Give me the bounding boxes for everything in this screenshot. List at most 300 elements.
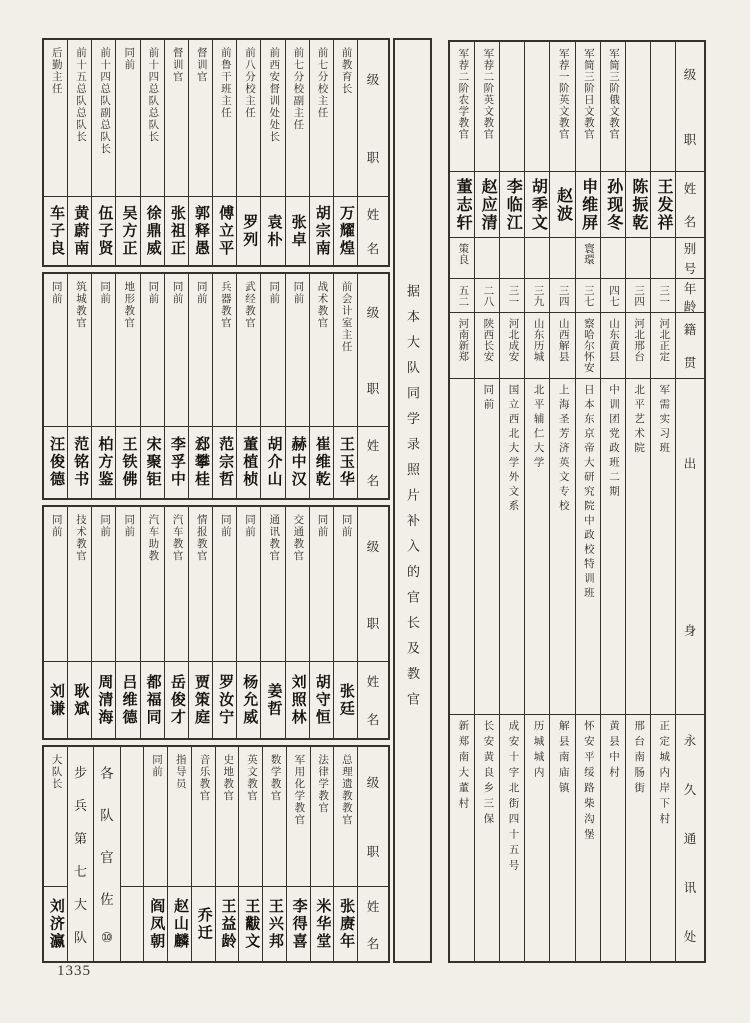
cell-native_place bbox=[576, 313, 600, 379]
cell-rank bbox=[475, 42, 499, 172]
roster-column bbox=[116, 40, 140, 265]
header-cell-age bbox=[676, 279, 704, 313]
rank-cell bbox=[213, 274, 236, 427]
rank-cell bbox=[44, 40, 67, 197]
cell-name bbox=[525, 172, 549, 238]
rank-text: 军荐二阶英文教官 bbox=[482, 48, 494, 140]
cell-rank bbox=[651, 42, 675, 172]
cell-rank bbox=[525, 42, 549, 172]
cell-age bbox=[450, 279, 474, 313]
roster-column bbox=[92, 274, 116, 498]
name-text: 赫中汉 bbox=[289, 436, 306, 489]
age-text: 三一 bbox=[507, 284, 519, 307]
address-text: 邢台南肠街 bbox=[633, 720, 645, 798]
char: 籍 bbox=[683, 323, 697, 338]
rank-cell bbox=[286, 507, 309, 662]
cell-background bbox=[576, 379, 600, 715]
char: 各 bbox=[100, 766, 114, 781]
roster-column bbox=[141, 274, 165, 498]
char: 队 bbox=[100, 808, 114, 823]
address-text: 新郑南大董村 bbox=[457, 720, 469, 813]
rank-text: 战术教官 bbox=[316, 281, 328, 329]
name-text: 郄攀桂 bbox=[192, 436, 209, 489]
name-cell bbox=[165, 197, 188, 265]
cell-name bbox=[500, 172, 524, 238]
name-cell bbox=[92, 662, 115, 738]
rank-text: 前七分校副主任 bbox=[292, 47, 304, 131]
name-text: 米华堂 bbox=[314, 897, 331, 951]
name-text: 贾策庭 bbox=[192, 673, 209, 727]
band-header-column bbox=[358, 40, 388, 265]
rank-cell bbox=[286, 40, 309, 197]
rank-text: 同前 bbox=[50, 514, 62, 538]
name-text: 刘济瀛 bbox=[47, 897, 64, 951]
cell-background bbox=[500, 379, 524, 715]
rank-text: 数学教官 bbox=[269, 754, 281, 802]
address-text: 黄县中村 bbox=[607, 720, 619, 782]
rank-text: 技术教官 bbox=[74, 514, 86, 562]
char: 讯 bbox=[683, 881, 697, 896]
name-text: 张祖正 bbox=[168, 204, 185, 258]
name-text: 申维屏 bbox=[579, 177, 597, 232]
roster-column bbox=[261, 40, 285, 265]
name-text: 车子良 bbox=[48, 204, 65, 258]
name-cell bbox=[44, 427, 67, 498]
cell-native_place bbox=[525, 313, 549, 379]
char: 处 bbox=[683, 930, 697, 945]
rank-text: 通讯教官 bbox=[268, 514, 280, 562]
name-cell bbox=[92, 427, 115, 498]
roster-column bbox=[165, 274, 189, 498]
name-text: 吴方正 bbox=[120, 204, 137, 258]
rank-text: 前西安督训处处长 bbox=[268, 47, 280, 143]
rank-cell bbox=[116, 274, 139, 427]
name-text: 杨允威 bbox=[241, 673, 258, 727]
name-text: 胡季文 bbox=[529, 177, 547, 232]
char: 职 bbox=[683, 132, 697, 147]
name-cell bbox=[44, 197, 67, 265]
cell-rank bbox=[626, 42, 650, 172]
background-text: 中训团党政班二期 bbox=[607, 384, 619, 500]
name-cell bbox=[44, 887, 67, 961]
rank-cell bbox=[68, 507, 91, 662]
rank-text: 同前 bbox=[123, 47, 135, 71]
name-text: 王发祥 bbox=[654, 177, 672, 232]
roster-column bbox=[68, 507, 92, 738]
roster-column bbox=[121, 747, 145, 961]
char: 久 bbox=[683, 782, 697, 797]
rank-text: 军荐一阶英文教官 bbox=[557, 48, 569, 140]
name-text: 吕维德 bbox=[120, 673, 137, 727]
age-text: 四七 bbox=[607, 284, 619, 307]
roster-column bbox=[626, 42, 651, 961]
cell-age bbox=[475, 279, 499, 313]
roster-column bbox=[94, 747, 120, 961]
char: 姓 bbox=[366, 899, 380, 914]
roster-column bbox=[44, 40, 68, 265]
rank-cell bbox=[92, 274, 115, 427]
name-text: 刘照林 bbox=[289, 673, 306, 727]
char: 名 bbox=[366, 474, 380, 489]
cell-address bbox=[525, 715, 549, 961]
name-cell bbox=[216, 887, 239, 961]
name-text: 伍子贤 bbox=[96, 204, 113, 258]
cell-background bbox=[550, 379, 574, 715]
roster-column bbox=[334, 747, 358, 961]
rank-text: 督训官 bbox=[195, 47, 207, 83]
cell-alias bbox=[550, 238, 574, 279]
name-text: 周清海 bbox=[96, 673, 113, 727]
cell-rank bbox=[601, 42, 625, 172]
roster-column bbox=[475, 42, 500, 961]
roster-column bbox=[263, 747, 287, 961]
name-text: 陈振乾 bbox=[629, 177, 647, 232]
name-text: 王玉华 bbox=[337, 436, 354, 489]
rank-cell bbox=[310, 507, 333, 662]
name-text: 王兴邦 bbox=[266, 897, 283, 951]
rank-text: 同前 bbox=[268, 281, 280, 305]
char: 职 bbox=[366, 845, 380, 860]
rank-cell bbox=[334, 274, 357, 427]
name-cell bbox=[334, 427, 357, 498]
roster-column bbox=[189, 274, 213, 498]
char: 职 bbox=[366, 616, 380, 631]
rank-text: 大队长 bbox=[50, 754, 62, 790]
note-text: 据本大队同学录照片补入的官长及教官 bbox=[405, 283, 420, 718]
cell-alias bbox=[576, 238, 600, 279]
roster-column bbox=[550, 42, 575, 961]
rank-text: 兵器教官 bbox=[219, 281, 231, 329]
age-text: 三四 bbox=[633, 284, 645, 307]
roster-column bbox=[68, 40, 92, 265]
cell-native_place bbox=[450, 313, 474, 379]
rank-text: 武经教官 bbox=[244, 281, 256, 329]
name-cell bbox=[311, 887, 334, 961]
name-cell bbox=[192, 887, 215, 961]
rank-cell bbox=[310, 274, 333, 427]
name-text: 范铭书 bbox=[72, 436, 89, 489]
cell-name bbox=[601, 172, 625, 238]
cell-address bbox=[475, 715, 499, 961]
roster-column bbox=[144, 747, 168, 961]
name-cell bbox=[261, 662, 284, 738]
roster-column bbox=[213, 507, 237, 738]
roster-column bbox=[576, 42, 601, 961]
name-cell bbox=[213, 662, 236, 738]
cell-alias bbox=[500, 238, 524, 279]
rank-text: 军简三阶俄文教官 bbox=[607, 48, 619, 140]
name-text: 万耀煌 bbox=[337, 204, 354, 258]
roster-column bbox=[92, 507, 116, 738]
rank-cell bbox=[216, 747, 239, 887]
name-text: 汪俊德 bbox=[48, 436, 65, 489]
cell-alias bbox=[475, 238, 499, 279]
footnote-mark: ⑩ bbox=[100, 930, 113, 945]
name-text: 乔迁 bbox=[195, 906, 212, 942]
rank-cell bbox=[168, 747, 191, 887]
native_place-text: 山东黄县 bbox=[607, 318, 619, 362]
name-cell bbox=[261, 197, 284, 265]
roster-column bbox=[213, 274, 237, 498]
name-text: 耿斌 bbox=[72, 682, 89, 718]
roster-column bbox=[286, 40, 310, 265]
cell-address bbox=[601, 715, 625, 961]
name-cell bbox=[263, 887, 286, 961]
char: 级 bbox=[366, 539, 380, 554]
roster-column bbox=[261, 507, 285, 738]
char: 级 bbox=[366, 306, 380, 320]
cell-name bbox=[475, 172, 499, 238]
name-text: 张卓 bbox=[289, 213, 306, 249]
rank-cell bbox=[189, 40, 212, 197]
cell-alias bbox=[601, 238, 625, 279]
rank-text: 同前 bbox=[195, 281, 207, 305]
name-text: 袁朴 bbox=[265, 213, 282, 249]
char: 大 bbox=[73, 897, 87, 912]
name-text: 李得喜 bbox=[290, 897, 307, 951]
name-header-cell bbox=[358, 887, 388, 961]
cell-address bbox=[651, 715, 675, 961]
cell-age bbox=[601, 279, 625, 313]
name-text: 赵山麟 bbox=[171, 897, 188, 951]
rank-cell bbox=[239, 747, 262, 887]
name-cell bbox=[189, 427, 212, 498]
rank-cell bbox=[261, 274, 284, 427]
name-cell bbox=[237, 662, 260, 738]
rank-text: 前十五总队总队长 bbox=[74, 47, 86, 143]
cell-rank bbox=[550, 42, 574, 172]
native_place-text: 察哈尔怀安 bbox=[582, 318, 594, 373]
age-text: 二八 bbox=[482, 284, 494, 307]
name-text: 阎凤朝 bbox=[148, 897, 165, 951]
roster-column bbox=[44, 274, 68, 498]
roster-column bbox=[261, 274, 285, 498]
header-cell-address bbox=[676, 715, 704, 961]
rank-text: 前十四总队副总队长 bbox=[99, 47, 111, 155]
name-cell bbox=[116, 427, 139, 498]
name-text: 宋聚钜 bbox=[144, 436, 161, 489]
rank-cell bbox=[213, 507, 236, 662]
background-text: 北平辅仁大学 bbox=[532, 384, 544, 471]
age-text: 三七 bbox=[582, 284, 594, 307]
band-header-column bbox=[358, 507, 388, 738]
name-text: 李孚中 bbox=[168, 436, 185, 489]
age-text: 五二 bbox=[457, 284, 469, 307]
char: 名 bbox=[683, 214, 697, 229]
rank-cell bbox=[237, 507, 260, 662]
native_place-text: 河北成安 bbox=[507, 318, 519, 362]
roster-column bbox=[92, 40, 116, 265]
rank-cell bbox=[287, 747, 310, 887]
rank-cell bbox=[237, 274, 260, 427]
name-cell bbox=[334, 197, 357, 265]
rank-text: 同前 bbox=[99, 281, 111, 305]
char: 姓 bbox=[366, 675, 380, 689]
name-cell bbox=[165, 662, 188, 738]
cell-background bbox=[626, 379, 650, 715]
name-cell bbox=[237, 197, 260, 265]
char: 佐 bbox=[100, 892, 114, 907]
cell-age bbox=[576, 279, 600, 313]
char: 姓 bbox=[366, 438, 380, 453]
rank-header-cell bbox=[358, 507, 388, 662]
name-cell bbox=[189, 197, 212, 265]
cell-background bbox=[651, 379, 675, 715]
roster-column bbox=[213, 40, 237, 265]
rank-text: 军荐二阶农学教官 bbox=[457, 48, 469, 140]
rank-text: 前教育长 bbox=[340, 47, 352, 95]
cell-rank bbox=[576, 42, 600, 172]
name-cell bbox=[141, 427, 164, 498]
name-cell bbox=[68, 197, 91, 265]
name-text: 张赓年 bbox=[338, 897, 355, 951]
roster-column bbox=[116, 507, 140, 738]
rank-cell bbox=[261, 507, 284, 662]
roster-column bbox=[141, 507, 165, 738]
cell-alias bbox=[525, 238, 549, 279]
span-cell bbox=[94, 747, 119, 961]
rank-cell bbox=[263, 747, 286, 887]
roster-column bbox=[601, 42, 626, 961]
rank-cell bbox=[68, 274, 91, 427]
name-cell bbox=[261, 427, 284, 498]
rank-text: 音乐教官 bbox=[198, 754, 210, 802]
roster-column bbox=[651, 42, 676, 961]
cell-native_place bbox=[500, 313, 524, 379]
rank-cell bbox=[44, 274, 67, 427]
name-cell bbox=[286, 197, 309, 265]
name-cell bbox=[68, 662, 91, 738]
cell-address bbox=[626, 715, 650, 961]
rank-cell bbox=[165, 507, 188, 662]
char: 级 bbox=[366, 775, 380, 790]
name-header-cell bbox=[358, 662, 388, 738]
name-cell bbox=[168, 887, 191, 961]
name-text: 崔维乾 bbox=[313, 436, 330, 489]
background-text: 同前 bbox=[482, 384, 494, 413]
name-text: 徐鼎威 bbox=[144, 204, 161, 258]
name-cell bbox=[286, 662, 309, 738]
rank-cell bbox=[141, 40, 164, 197]
alias-text: 策良 bbox=[457, 243, 469, 265]
char: 兵 bbox=[73, 798, 87, 813]
name-cell bbox=[144, 887, 167, 961]
native_place-text: 山东历城 bbox=[532, 318, 544, 362]
rank-text: 军用化学教官 bbox=[293, 754, 305, 826]
rank-cell bbox=[334, 507, 357, 662]
rank-cell bbox=[334, 40, 357, 197]
rank-text: 同前 bbox=[292, 281, 304, 305]
rank-cell bbox=[237, 40, 260, 197]
rank-cell bbox=[44, 747, 67, 887]
name-text: 都福同 bbox=[144, 673, 161, 727]
name-cell bbox=[310, 197, 333, 265]
rank-header-cell bbox=[358, 747, 388, 887]
roster-column bbox=[310, 274, 334, 498]
rank-header-cell bbox=[358, 40, 388, 197]
cell-rank bbox=[450, 42, 474, 172]
char: 职 bbox=[366, 151, 380, 165]
address-text: 长安黄良乡三保 bbox=[482, 720, 494, 829]
name-text: 董植桢 bbox=[241, 436, 258, 489]
name-cell bbox=[287, 887, 310, 961]
cell-rank bbox=[500, 42, 524, 172]
rank-cell bbox=[92, 507, 115, 662]
native_place-text: 河北正定 bbox=[658, 318, 670, 362]
roster-column bbox=[237, 274, 261, 498]
roster-column bbox=[68, 274, 92, 498]
age-text: 三四 bbox=[557, 284, 569, 307]
cell-background bbox=[450, 379, 474, 715]
roster-column bbox=[192, 747, 216, 961]
roster-column bbox=[450, 42, 475, 961]
rank-cell bbox=[92, 40, 115, 197]
native_place-text: 河北邢台 bbox=[633, 318, 645, 362]
roster-column bbox=[165, 40, 189, 265]
roster-column bbox=[334, 274, 358, 498]
char: 号 bbox=[683, 262, 697, 276]
name-cell bbox=[213, 197, 236, 265]
address-text: 解县南庙镇 bbox=[557, 720, 569, 798]
name-text: 刘谦 bbox=[48, 682, 65, 718]
cell-native_place bbox=[475, 313, 499, 379]
rank-text: 交通教官 bbox=[292, 514, 304, 562]
name-text: 姜哲 bbox=[265, 682, 282, 718]
header-cell-name bbox=[676, 172, 704, 238]
char: 贯 bbox=[683, 355, 697, 370]
cell-alias bbox=[450, 238, 474, 279]
rank-text: 前鲁干班主任 bbox=[219, 47, 231, 119]
char: 出 bbox=[683, 456, 697, 471]
rank-text: 同前 bbox=[50, 281, 62, 305]
cell-age bbox=[525, 279, 549, 313]
age-text: 三九 bbox=[532, 284, 544, 307]
roster-column bbox=[189, 40, 213, 265]
background-text: 军需实习班 bbox=[658, 384, 670, 457]
cell-name bbox=[626, 172, 650, 238]
char: 别 bbox=[683, 242, 697, 256]
rank-cell bbox=[121, 747, 144, 887]
cell-address bbox=[450, 715, 474, 961]
band-header-column bbox=[358, 274, 388, 498]
rank-text: 军简三阶日文教官 bbox=[582, 48, 594, 140]
rank-text: 指导员 bbox=[174, 754, 186, 790]
name-cell bbox=[68, 427, 91, 498]
roster-column bbox=[189, 507, 213, 738]
char: 年 bbox=[683, 282, 697, 296]
name-cell bbox=[310, 662, 333, 738]
name-text: 罗列 bbox=[241, 213, 258, 249]
char: 步 bbox=[73, 765, 87, 780]
roster-column bbox=[237, 40, 261, 265]
cell-age bbox=[651, 279, 675, 313]
left-roster-band bbox=[42, 38, 390, 267]
name-text: 柏方鉴 bbox=[96, 436, 113, 489]
char: 级 bbox=[683, 68, 697, 83]
left-roster-band bbox=[42, 505, 390, 740]
rank-cell bbox=[189, 507, 212, 662]
cell-name bbox=[450, 172, 474, 238]
native_place-text: 陕西长安 bbox=[482, 318, 494, 362]
address-text: 成安十字北街四十五号 bbox=[507, 720, 519, 875]
rank-text: 同前 bbox=[171, 281, 183, 305]
name-text: 王益龄 bbox=[219, 897, 236, 951]
name-cell bbox=[286, 427, 309, 498]
background-text: 上海圣芳济英文专校 bbox=[557, 384, 569, 515]
name-cell bbox=[116, 197, 139, 265]
char: 级 bbox=[366, 73, 380, 87]
roster-column bbox=[44, 747, 68, 961]
